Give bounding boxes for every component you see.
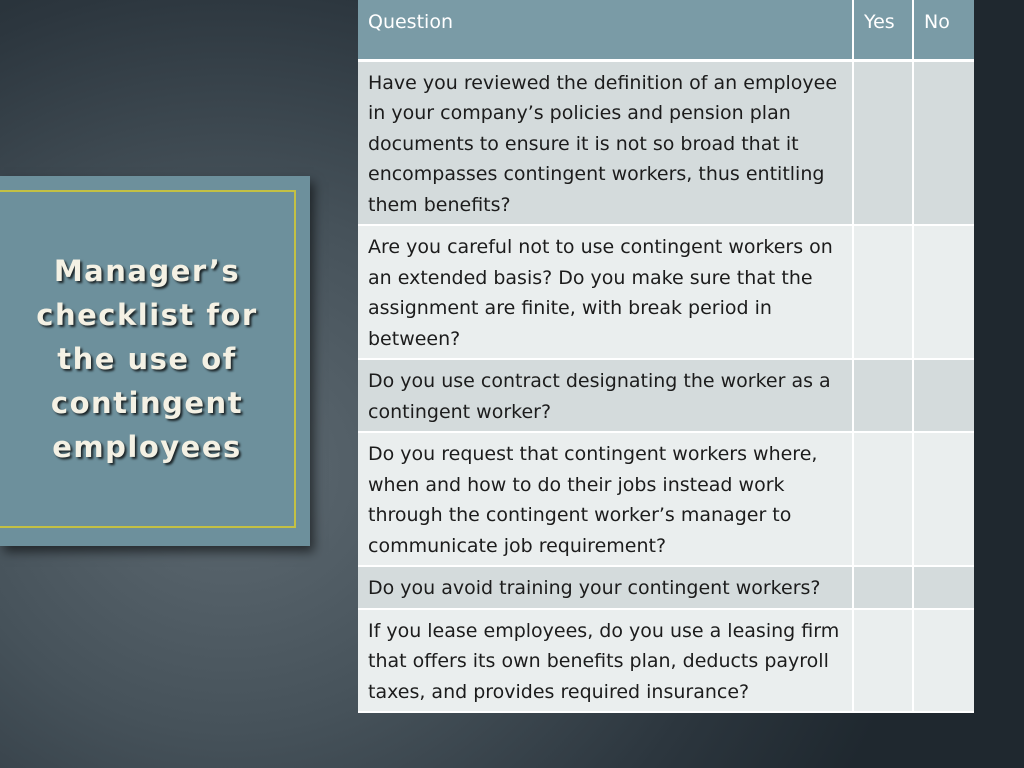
table-row [358,566,974,609]
table-row [358,432,974,566]
question-cell: Are you careful not to use contingent workers on an extended basis? Do you make sure that the assignment are finite, with break period in between? [358,225,853,359]
yes-cell[interactable] [853,432,913,566]
question-cell: Do you use contract designating the worker as a contingent worker? [358,359,853,432]
question-cell: Do you request that contingent workers where, when and how to do their jobs instead work through the contingent worker’s manager to communicate job requirement? [358,432,853,566]
yes-cell[interactable] [853,359,913,432]
title-panel [0,176,310,546]
yes-cell[interactable] [853,566,913,609]
no-column-header: No [913,0,974,60]
yes-cell[interactable] [853,609,913,713]
yes-column-header: Yes [853,0,913,60]
no-cell[interactable] [913,60,974,225]
slide-title: Manager’s checklist for the use of contingent employees [36,254,258,464]
title-frame [0,190,296,528]
table-row [358,60,974,225]
no-cell[interactable] [913,609,974,713]
checklist-table [358,0,974,713]
no-cell[interactable] [913,432,974,566]
table-row [358,359,974,432]
question-cell: Have you reviewed the definition of an employee in your company’s policies and pension plan documents to ensure it is not so broad that it encompasses contingent workers, thus entitling them benefits? [358,60,853,225]
table-row [358,225,974,359]
no-cell[interactable] [913,359,974,432]
table-row [358,609,974,713]
no-cell[interactable] [913,566,974,609]
question-cell: If you lease employees, do you use a leasing firm that offers its own benefits plan, deducts payroll taxes, and provides required insurance? [358,609,853,713]
yes-cell[interactable] [853,60,913,225]
question-column-header: Question [358,0,853,60]
yes-cell[interactable] [853,225,913,359]
question-cell: Do you avoid training your contingent workers? [358,566,853,609]
table-header-row [358,0,974,60]
no-cell[interactable] [913,225,974,359]
